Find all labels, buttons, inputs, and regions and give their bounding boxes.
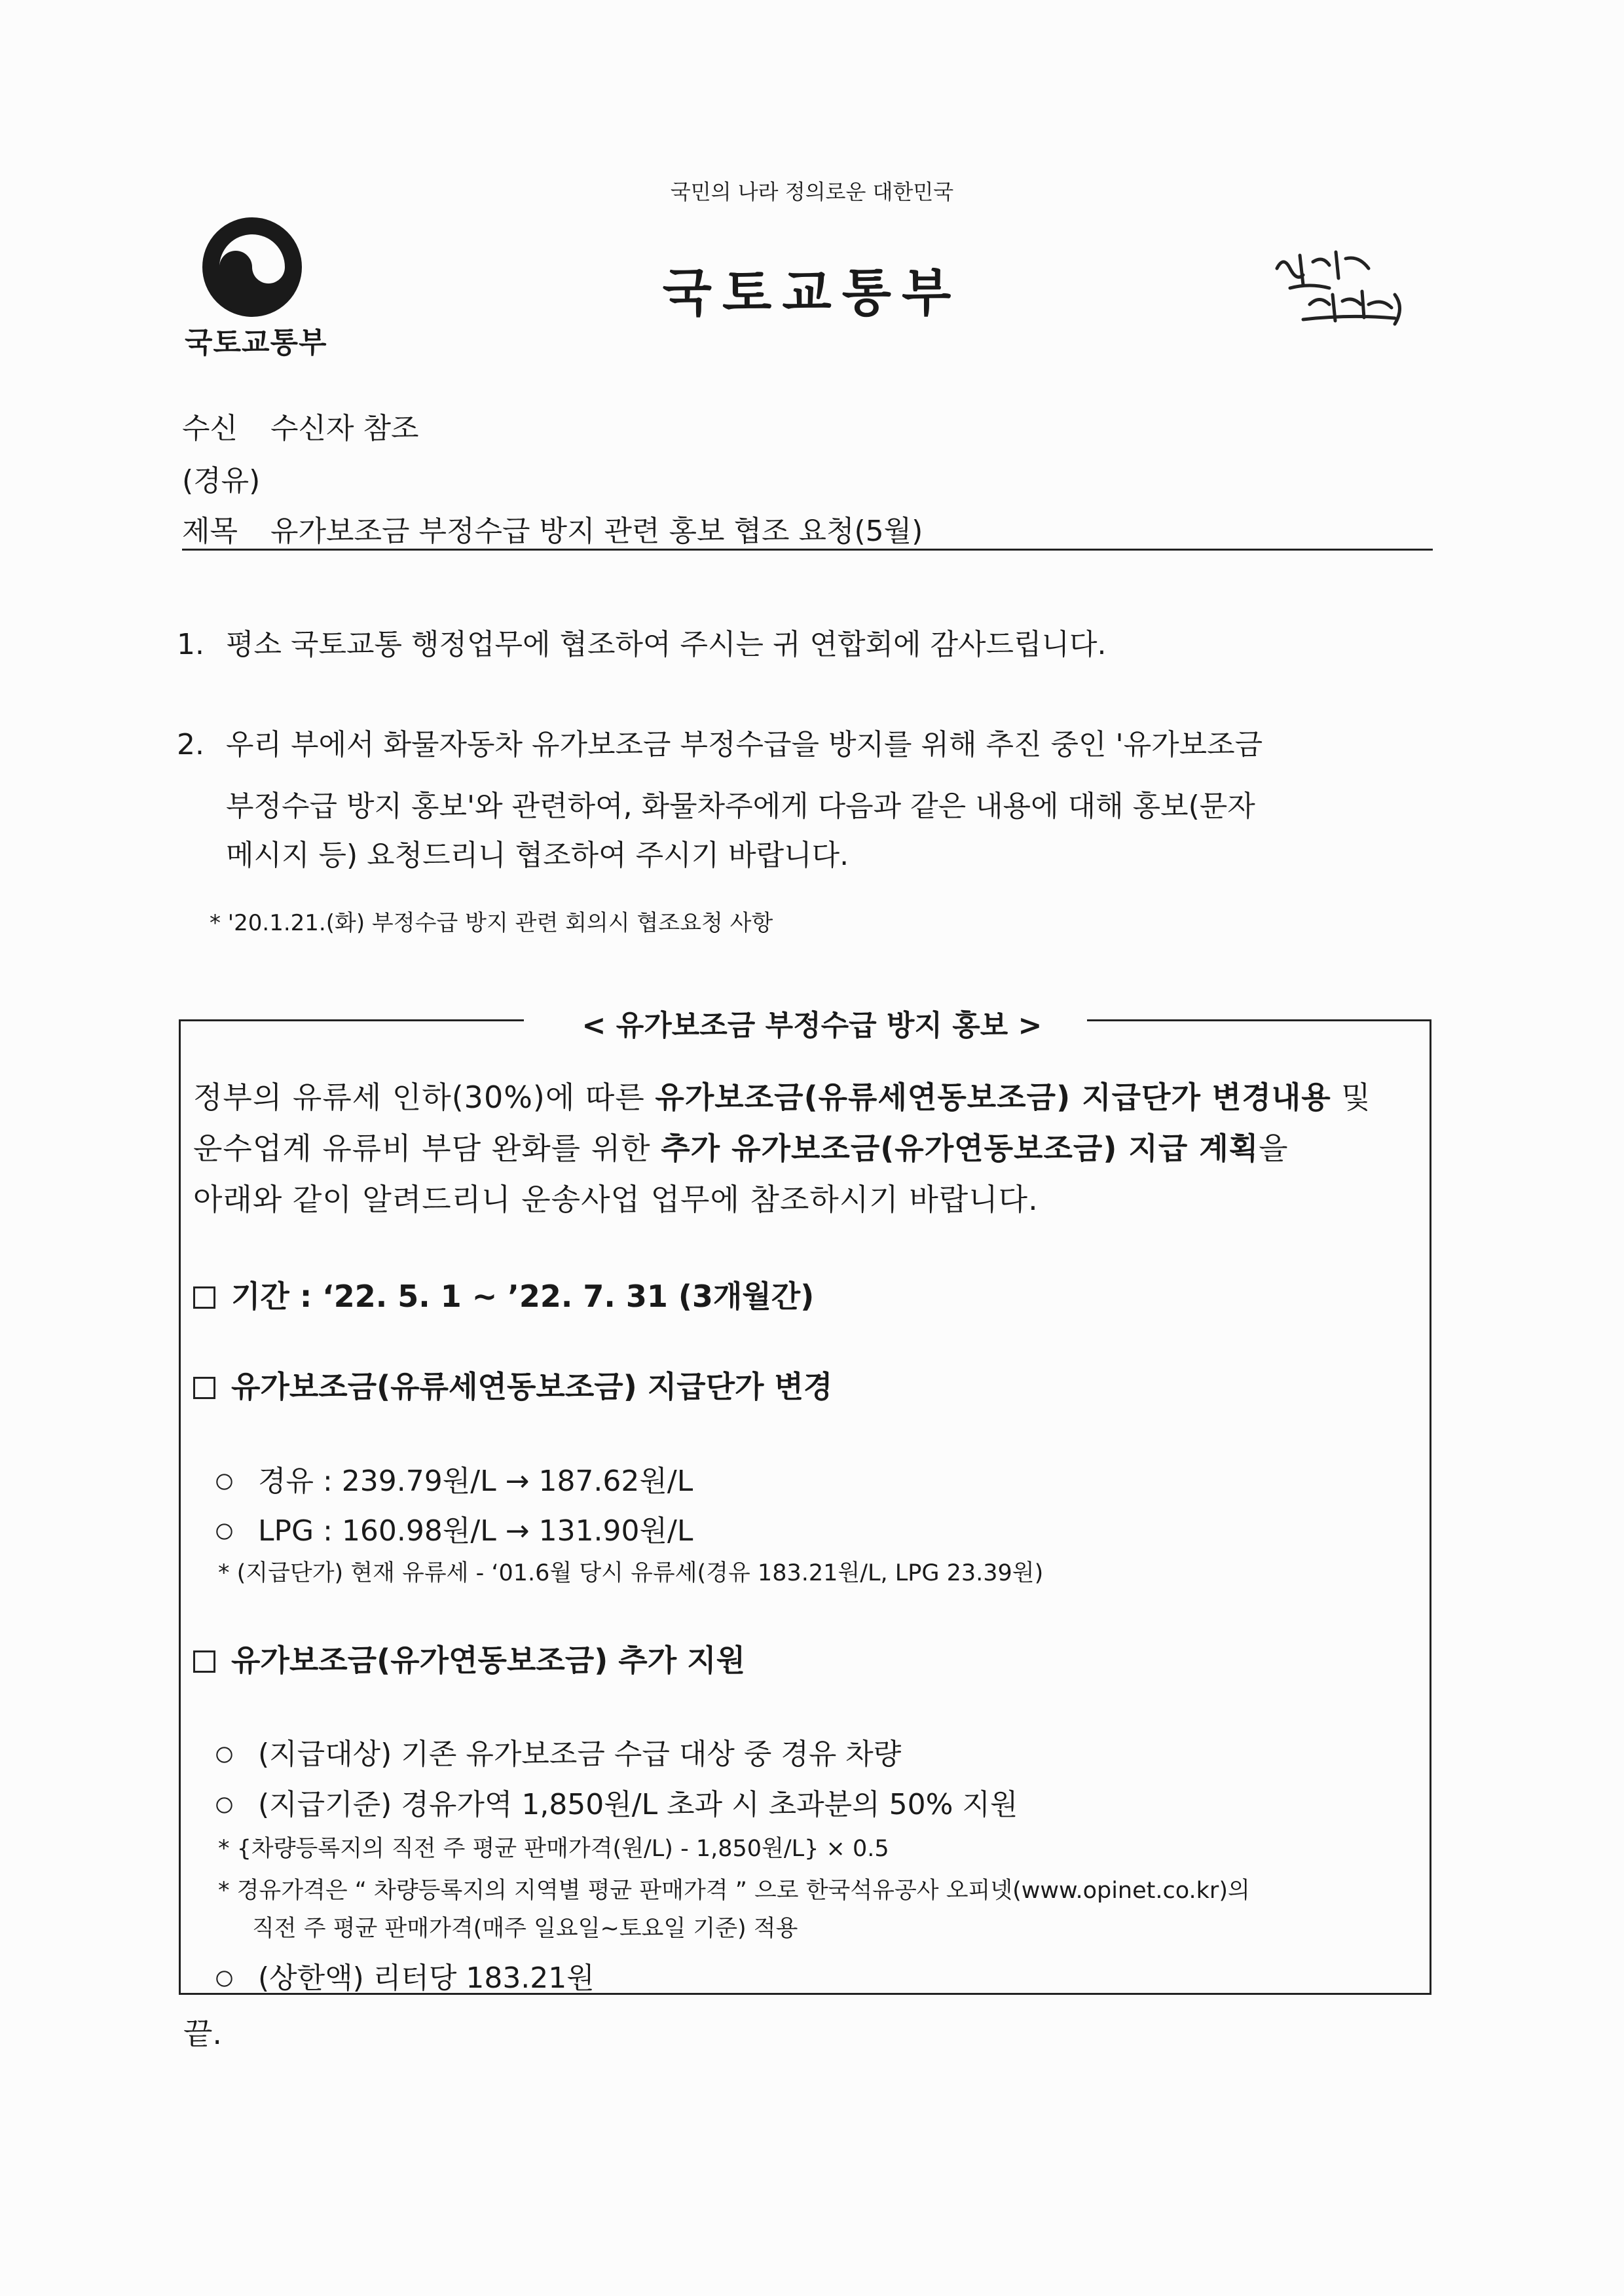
intro-2c: 을 [1259, 1131, 1289, 1166]
bullet-circle-icon [216, 1523, 232, 1540]
section-2-note-formula: * {차량등록지의 직전 주 평균 판매가격(원/L) - 1,850원/L} × 0.5 [218, 1836, 889, 1862]
section-2-item-target [213, 1730, 901, 1772]
paragraph-2-line-1 [177, 719, 1263, 771]
subject-value: 유가보조금 부정수급 방지 관련 홍보 협조 요청(5월) [270, 515, 923, 548]
section-1-title: 유가보조금(유류세연동보조금) 지급단가 변경 [231, 1369, 833, 1404]
lpg-rate: LPG : 160.98원/L → 131.90원/L [258, 1514, 693, 1548]
section-1-note: * (지급단가) 현재 유류세 - ‘01.6월 당시 유류세(경유 183.21원/L, LPG 23.39원) [218, 1560, 1044, 1586]
meeting-note: * '20.1.21.(화) 부정수급 방지 관련 회의시 협조요청 사항 [210, 910, 773, 936]
section-2-note-price-line-2: 직전 주 평균 판매가격(매주 일요일~토요일 기준) 적용 [252, 1916, 798, 1942]
ministry-title: 국토교통부 [662, 264, 962, 323]
criteria-text: (지급기준) 경유가역 1,850원/L 초과 시 초과분의 50% 지원 [258, 1788, 1018, 1821]
period-section [193, 1273, 814, 1316]
paragraph-2-line-3: 메시지 등) 요청드리니 협조하여 주시기 바랍니다. [226, 839, 849, 872]
section-2-note-price-line-1: * 경유가격은 “ 차량등록지의 지역별 평균 판매가격 ” 으로 한국석유공사 오피넷(www.opinet.co.kr)의 [218, 1878, 1250, 1904]
target-text: (지급대상) 기존 유가보조금 수급 대상 중 경유 차량 [258, 1738, 902, 1771]
period-text: 기간 : ‘22. 5. 1 ~ ’22. 7. 31 (3개월간) [231, 1279, 815, 1314]
section-2-item-cap [213, 1954, 595, 1996]
paragraph-1 [177, 619, 1107, 671]
header-divider [182, 549, 1433, 551]
via-line: (경유) [182, 464, 261, 498]
ministry-logo-text: 국토교통부 [185, 326, 327, 359]
section-1-item-diesel [213, 1457, 693, 1499]
intro-2b: 추가 유가보조금(유가연동보조금) 지급 계획 [661, 1131, 1259, 1166]
checkbox-square-icon [193, 1286, 215, 1309]
handwritten-slogan-image [1264, 242, 1428, 334]
bullet-circle-icon [216, 1747, 232, 1763]
intro-1b: 유가보조금(유류세연동보조금) 지급단가 변경내용 [655, 1080, 1331, 1115]
checkbox-square-icon [193, 1377, 215, 1399]
recipient-value: 수신자 참조 [270, 412, 419, 445]
paragraph-1-number: 1. [177, 628, 204, 661]
checkbox-square-icon [193, 1650, 215, 1673]
notice-title: < 유가보조금 부정수급 방지 홍보 > [581, 1009, 1043, 1042]
intro-1a: 정부의 유류세 인하(30%)에 따른 [193, 1080, 655, 1115]
paragraph-2-text-1: 우리 부에서 화물자동차 유가보조금 부정수급을 방지를 위해 추진 중인 '유가보조금 [226, 728, 1263, 761]
paragraph-1-text: 평소 국토교통 행정업무에 협조하여 주시는 귀 연합회에 감사드립니다. [226, 628, 1107, 661]
intro-1c: 및 [1331, 1080, 1371, 1115]
intro-2a: 운수업계 유류비 부담 완화를 위한 [193, 1131, 661, 1166]
subject-line [182, 507, 923, 549]
section-2-heading [193, 1637, 745, 1680]
bullet-circle-icon [216, 1797, 232, 1813]
subject-label: 제목 [182, 515, 238, 548]
paragraph-2-line-2: 부정수급 방지 홍보'와 관련하여, 화물차주에게 다음과 같은 내용에 대해 홍보(문자 [226, 790, 1255, 823]
cap-text: (상한액) 리터당 183.21원 [258, 1961, 595, 1995]
section-1-item-lpg [213, 1507, 693, 1549]
paragraph-2-number: 2. [177, 728, 204, 761]
bullet-circle-icon [216, 1474, 232, 1490]
section-2-item-criteria [213, 1781, 1018, 1823]
notice-intro-line-3: 아래와 같이 알려드리니 운송사업 업무에 참조하시기 바랍니다. [193, 1182, 1039, 1217]
recipient-label: 수신 [182, 412, 238, 445]
diesel-rate: 경유 : 239.79원/L → 187.62원/L [258, 1465, 693, 1498]
recipient-line [182, 405, 419, 446]
government-motto: 국민의 나라 정의로운 대한민국 [670, 179, 954, 204]
bullet-circle-icon [216, 1971, 232, 1987]
section-2-title: 유가보조금(유가연동보조금) 추가 지원 [231, 1643, 746, 1678]
section-1-heading [193, 1363, 832, 1406]
notice-intro-line-1 [193, 1074, 1371, 1117]
notice-intro-line-2 [193, 1125, 1289, 1168]
document-end-mark: 끝. [183, 2016, 223, 2051]
